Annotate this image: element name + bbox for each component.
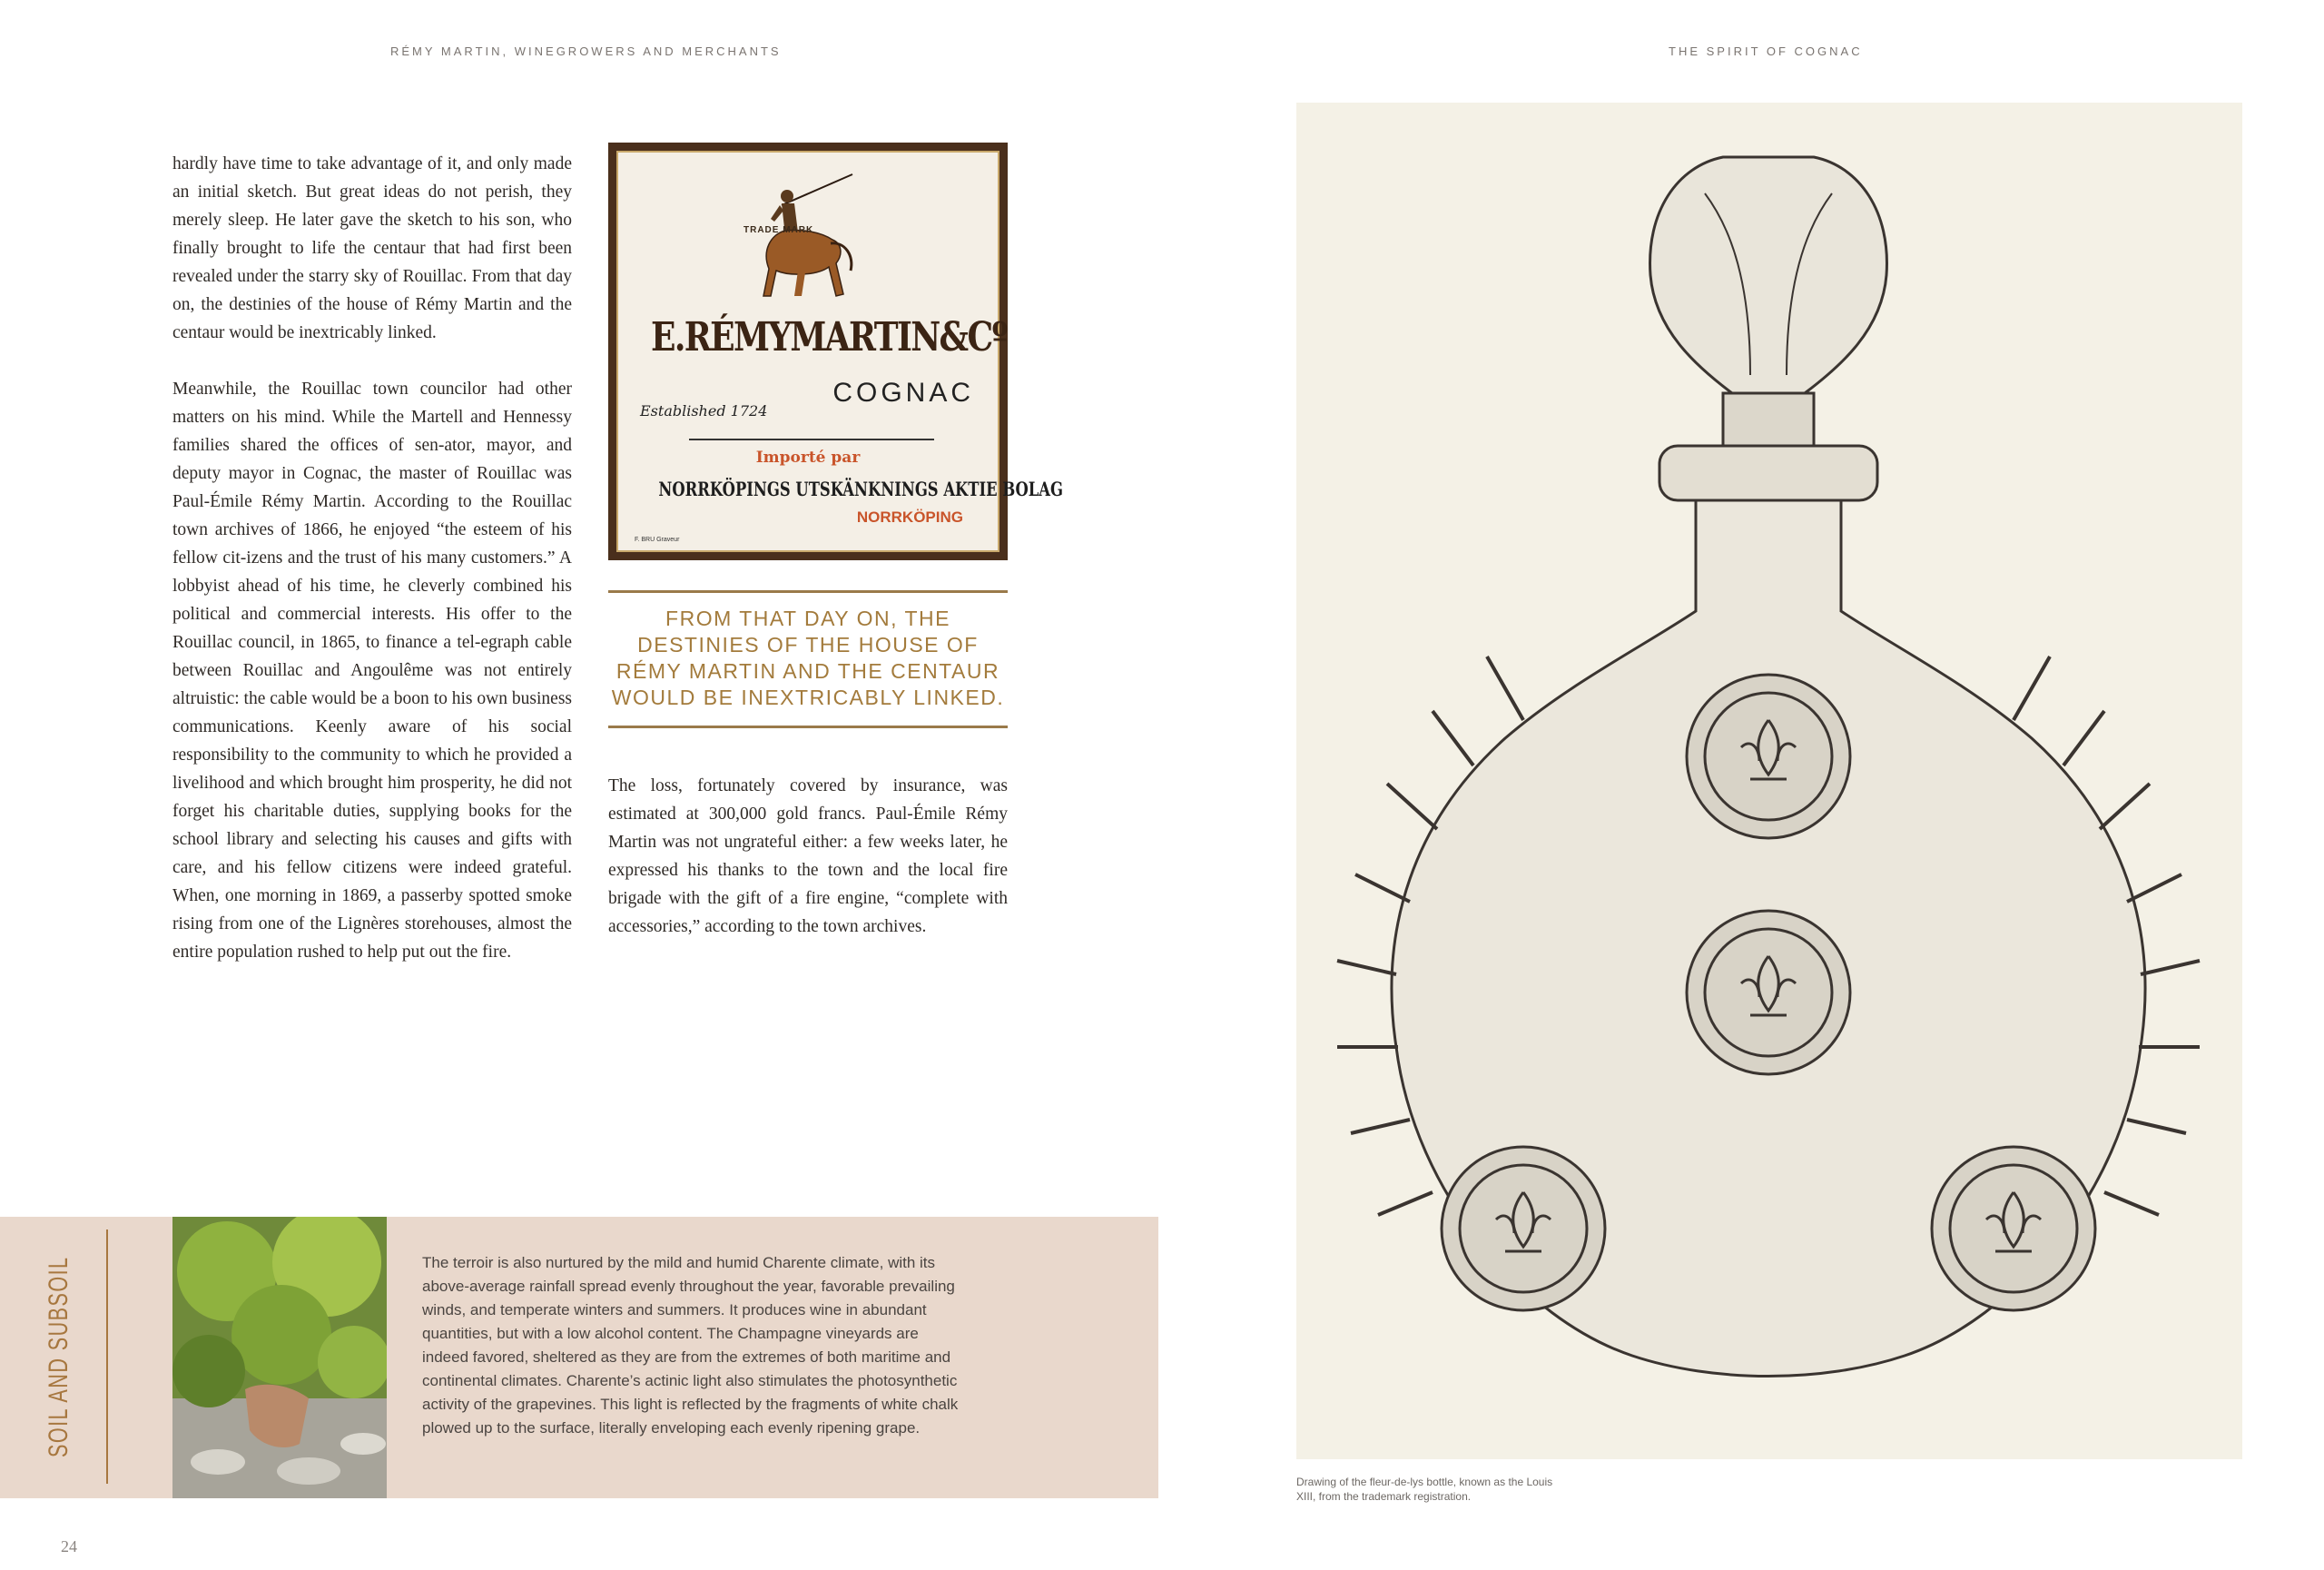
centaur-icon <box>734 169 871 323</box>
figure-caption: Drawing of the fleur-de-lys bottle, known as the Louis XIII, from the trademark registration. <box>1296 1476 1553 1503</box>
label-cognac: COGNAC <box>832 378 974 408</box>
pull-quote: FROM THAT DAY ON, THE DESTINIES OF THE HOUSE OF RÉMY MARTIN AND THE CENTAUR WOULD BE INEXTRICABLY LINKED. <box>608 590 1008 728</box>
page-number: 24 <box>61 1537 77 1555</box>
label-established: Established 1724 <box>640 402 768 420</box>
sidebar-text: The terroir is also nurtured by the mild and humid Charente climate, with its above-average rainfall spread evenly throughout the year, favorable prevailing winds, and temperate winters and summers. It produces wine in abundant quantities, but with a low alcohol content. The Champagne vineyards are indeed favored, sheltered as they are from the extremes of both maritime and continental climates. Charente’s actinic light also stimulates the photosynthetic activity of the grapevines. This light is reflected by the fragments of white chalk plowed up to the surface, literally enveloping each evenly ripening grape. <box>422 1254 959 1437</box>
label-brand: E.RÉMYMARTIN&Cº <box>650 314 1007 360</box>
label-importe: Importé par <box>755 449 861 467</box>
label-printer: F. BRU Graveur <box>635 537 680 543</box>
label-city: NORRKÖPING <box>856 509 963 526</box>
vineyard-photo <box>172 1217 387 1498</box>
running-head-right: THE SPIRIT OF COGNAC <box>1669 44 1863 58</box>
paragraph: Meanwhile, the Rouillac town councilor had other matters on his mind. While the Martell and Hennessy families shared the offices of sen-ator, mayor, and deputy mayor in Cognac, the master of Rouillac was Paul-Émile Rémy Martin. According to the Rouillac town archives of 1866, he enjoyed “the esteem of his fellow cit-izens and the trust of his many customers.” A lobbyist ahead of his time, he cleverly combined his political and commercial interests. His offer to the Rouillac council, in 1865, to finance a tel-egraph cable between Rouillac and Angoulême was not entirely altruistic: the cable would be a boon to his own business communications. Keenly aware of his social responsibility to the community to which he provided a livelihood and which brought him prosperity, he did not forget his charitable duties, supplying books for the school library and selecting his causes and gifts with care, and his fellow citizens were indeed grateful. When, one morning in 1869, a passerby spotted smoke rising from one of the Lignères storehouses, almost the entire population rushed to help put out the fire. <box>172 380 572 962</box>
paragraph: hardly have time to take advantage of it, and only made an initial sketch. But great ideas do not perish, they merely sleep. He later gave the sketch to his son, who finally brought to life the centaur that had first been revealed under the starry sky of Rouillac. From that day on, the destinies of the house of Rémy Martin and the centaur would be inextricably linked. <box>172 154 572 342</box>
left-text-column <box>172 150 572 994</box>
middle-text-column <box>608 772 1008 969</box>
running-head-left: RÉMY MARTIN, WINEGROWERS AND MERCHANTS <box>390 44 782 58</box>
label-rule <box>689 439 934 440</box>
trademark-text: TRADE MARK <box>743 225 814 235</box>
sidebar-title: SOIL AND SUBSOIL <box>44 1256 74 1457</box>
sidebar-rule <box>106 1229 108 1484</box>
paragraph: The loss, fortunately covered by insurance, was estimated at 300,000 gold francs. Paul-Émile Rémy Martin was not ungrateful either: a few weeks later, he expressed his thanks to the town and the local fire brigade with the gift of a fire engine, “complete with accessories,” according to the town archives. <box>608 776 1008 936</box>
label-importer: NORRKÖPINGS UTSKÄNKNINGS AKTIE BOLAG <box>658 478 1063 500</box>
bottle-illustration <box>1296 103 2242 1459</box>
cognac-label-image <box>608 143 1063 560</box>
